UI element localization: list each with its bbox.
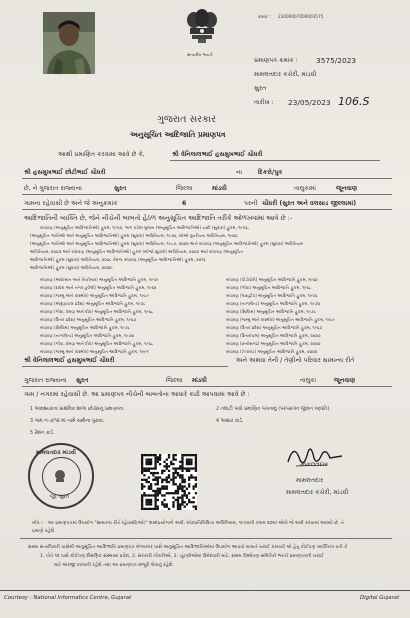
residence-taluka-label: તાલુકા (300, 377, 317, 384)
applicant-photo (43, 12, 95, 74)
relation: દિકરો/પુત્ર (258, 169, 283, 176)
order-right: બંધારણ (ઉત્તરાંચલ) અનુસૂચિત આદિજાતિ હુકમ, ૨૦૦૦ (226, 333, 321, 338)
basis-line: ગામ / નગરમાં રહેવાસી છે. આ પ્રમાણપત્ર નીચેની બાબતોના આધારે કાઢી આપવામાં આવે છે : (24, 391, 250, 398)
issue-date: 23/05/2023 (288, 98, 331, 107)
order-left: બંધારણ (ગોવા, દમણ અને દીવ) અનુસૂચિત આદિજાતિ હુકમ, ૧૯૬૮ (40, 341, 154, 346)
order-right: બંધારણ (લક્ષદ્વીપ) અનુસૂચિત આદિજાતિ હુકમ, ૧૯૫૬ (226, 293, 318, 298)
issuing-place: સુરત (254, 85, 267, 92)
signatory-designation: મામલતદાર (296, 477, 324, 484)
order-line: આદિજાતિઓ) હુકમ (સુધારા) અધિનિયમ, ૨૦૦૮ તેમજ બંધારણ (અનુસૂચિત આદિજાતિઓ) હુકમ, ૨૦૧૬ (30, 257, 206, 262)
order-right: બંધારણ (નાગાલેન્ડ) અનુસૂચિત આદિજાતિ હુકમ, ૧૯૭૦ (226, 301, 321, 306)
note-text-continued: પ્રમાણે રહેશે. (32, 529, 56, 534)
document-item: 5 રેશન કાર્ડ. (30, 431, 55, 436)
handwritten-reference: 106.S (338, 95, 370, 108)
qr-code-icon[interactable] (141, 454, 197, 510)
tribe: ચૌધરી (સુરત અને વલસાડ જીલ્લામાં) (262, 200, 357, 207)
document-item: 1 આવશ્યકતા પ્રાથમિક શાળા છોડ્યાનું પ્રમાણપત્ર. (30, 407, 125, 412)
date-label: તારીખ : (254, 99, 274, 106)
order-left: બંધારણ (અરૂણાચલ પ્રદેશ) અનુસૂચિત આદિજાતિ હુકમ, ૧૯૭૮ (40, 301, 146, 306)
intro-label: આથી પ્રમાણિત કરવામાં આવે છે કે, (58, 151, 145, 158)
national-emblem-icon (180, 8, 224, 52)
schedule-number: 6 (182, 200, 187, 207)
order-line: બંધારણ (અનુસૂચિત આદિજાતિઓ) હુકમ, ૧૯૫૦, ભાગ પડેલા મુજબ (અનુસૂચિત આદિજાતિઓ) યાદી (સુધારા) હુકમ, ૧૯૫૬, (40, 225, 250, 230)
document-item: 4 આધાર કાર્ડ. (216, 419, 244, 424)
relation-label: ના (236, 169, 243, 176)
order-left: બંધારણ (આંદામાન અને નિકોબાર) અનુસૂચિત આદિજાતિ હુકમ, ૧૯૫૯ (40, 277, 159, 282)
order-left: બંધારણ (દાદરા અને નગર હવેલી) અનુસૂચિત આદિજાતિ હુકમ, ૧૯૬૨ (40, 285, 157, 290)
village: જૂનવાણ (336, 185, 358, 192)
seal-top-text: મામલતદાર માંડવી (36, 450, 77, 456)
resident-name: શ્રી વેનિલાલભાઈ હસમુખભાઈ ચૌધરી (24, 357, 115, 364)
residence-state-line: ગુજરાત રાજ્યના (24, 377, 67, 384)
order-line: અધિનિયમ, ૨૦૦૩ અને બંધારણ (અનુસૂચિત આદિજાતિઓ) હુકમ (બીજો સુધારો) અધિનિયમ, ૨૦૦૨ અને બંધારણ (અનુસૂચિત (30, 249, 243, 254)
order-line: (અનુસૂચિત જાતિઓ અને અનુસૂચિત આદિજાતિઓ) હુકમ (સુધારા) અધિનિયમ, ૧૯૭૬, બોમ્બે પુનર્રચના અધિનિયમ, ૧૯૬૦, (30, 233, 239, 238)
official-seal-icon (28, 443, 94, 509)
note-label: નોંધ :- (32, 521, 44, 526)
footer-bar (0, 590, 410, 609)
order-left: બંધારણ (ગોવા, દમણ અને દીવ) અનુસૂચિત આદિજાતિ હુકમ, ૧૯૬૮ (40, 309, 154, 314)
schedule-line: ગામના રહેવાસી છે અને જે અનુક્રમાંક (24, 200, 118, 207)
emblem-motto: સત્યમેવ જયતે (187, 52, 213, 57)
validation-line: સક્ષમ સત્તાધિકારી પાસેથી અનુસૂચિત આદિજાતિ પ્રમાણપત્ર મેળવનાર પાસે અનુસૂચિત આદિજાતિઓમાં ઉપયોગ આપવો બાબતે ખરાઈ કરાવવી એ હેતુ કોઈપણ વ્યક્તિના વતી કે (28, 545, 348, 550)
serial-label: ક્રમાંક : (258, 14, 271, 19)
residence-village: જૂનવાણ (334, 377, 356, 384)
serial-number: 23000007000003575 (278, 14, 324, 19)
recognized-line: આદિજાતિની વ્યક્તિ છે, જેને નીચેની બાબતો હેઠળ અનુસૂચિત આદિજાતિ તરીકે ઓળખવામાં આવે છે :- (24, 214, 293, 222)
note-text: આ પ્રમાણપત્રમાં ઉપયોગ "સામાન્ય રીતે રહેવાસી(ઓ)" શબ્દપ્રયોગનો અર્થ, લોકપ્રતિનિધિત્વ અધિનિયમ, ૧૯૫૦ની કલમ ૨૦માં એનો જે અર્થ કરવામાં આવ્યો છે, તે (48, 521, 344, 526)
order-left: બંધારણ (સિક્કિમ) અનુસૂચિત આદિજાતિ હુકમ, ૧૯૭૮ (40, 325, 131, 330)
validation-line: 1. પોતે ૧૨ પાસે કોઈપણ શૈક્ષણિક સંસ્થામાં પ્રવેશ, 2. સરકારી નોકરીઓ, 3. ચૂંટણીઓમાં ઉમેદવારી માટે, સક્ષમ વિશ્લેષણ સમિતિને ભરતી પ્રમાણપત્રની ખરાઈ (40, 554, 324, 559)
order-line: આદિજાતિઓ) હુકમ (સુધારા) અધિનિયમ, ૨૦૦૪. (30, 265, 114, 270)
residence-district-label: જિલ્લા (166, 377, 183, 384)
document-item: 3 ગામ નં-૭/૧૨ માં નામે સાથેના પુરાવા. (30, 419, 105, 424)
district-city: સુરત (114, 185, 127, 192)
holder-name: શ્રી હસમુખભાઈ છોટીભાઈ ચૌધરી (24, 169, 106, 176)
order-right: બંધારણ (ઉત્તર પ્રદેશ) અનુસૂચિત આદિજાતિ હુકમ, ૧૯૬૭ (226, 325, 323, 330)
validation-line: માટે અરજી કરવાની રહેશે તથા આ પ્રમાણપત્ર મંજૂરી લેવાનું રહેશે. (54, 563, 174, 568)
family-label: અને અથવા તેની / તેણીનો પરિવાર સામાન્ય રીતે (236, 357, 355, 364)
signatory-office: મામલતદાર કચેરી, માંડવી (286, 489, 349, 496)
signature-handwritten: મામલતદાર (300, 461, 328, 468)
government-title: ગુજરાત સરકાર (157, 114, 217, 125)
order-right: બંધારણ (પોંડીચેરી) અનુસૂચિત આદિજાતિ હુકમ, ૧૯૬૪ (226, 277, 318, 282)
footer-brand: Digital Gujarat (360, 595, 400, 601)
order-right: બંધારણ (સિક્કિમ) અનુસૂચિત આદિજાતિ હુકમ, ૧૯૭૮ (226, 309, 317, 314)
tribe-label: પરની (244, 200, 258, 207)
order-line: (અનુસૂચિત જાતિઓ અને અનુસૂચિત આદિજાતિઓ) હુકમ (સુધારા) અધિનિયમ, ૧૯૮૭, ૨૦૦૨ અને બંધારણ (અનુસૂચિત આદિજાતિઓ) હુકમ (સુધારા) અધિનિયમ (30, 241, 304, 246)
cert-no: 3575/2023 (316, 56, 357, 65)
order-left: બંધારણ (જમ્મુ અને કાશ્મીર) અનુસૂચિત આદિજાતિ હુકમ, ૧૯૮૯ (40, 293, 149, 298)
order-right: બંધારણ (ઝારખંડ) અનુસૂચિત આદિજાતિ હુકમ, ૨૦૦૦ (226, 349, 318, 354)
intro-name: શ્રી વેનિલાલભાઈ હસમુખભાઈ ચૌધરી (172, 151, 263, 158)
residence-district-city: સુરત (76, 377, 89, 384)
order-right: બંધારણ (જમ્મુ અને કાશ્મીર) અનુસૂચિત આદિજાતિ હુકમ, ૧૯૮૯ (226, 317, 335, 322)
district: માંડવી (212, 185, 227, 192)
issuing-office: મામલતદાર કચેરી, માંડવી (254, 71, 317, 78)
footer-courtesy: Courtesy : National Informatics Centre, Gujarat (4, 595, 132, 601)
order-left: બંધારણ (નાગાલેન્ડ) અનુસૂચિત આદિજાતિ હુકમ, ૧૯૭૦ (40, 333, 135, 338)
order-right: બંધારણ (છત્તીસગઢ) અનુસૂચિત આદિજાતિ હુકમ, ૨૦૦૦ (226, 341, 321, 346)
certificate-title: અનુસૂચિત આદિજાતિ પ્રમાણપત્ર (130, 130, 226, 139)
seal-bottom-text: જી. સુરત (50, 494, 70, 500)
cert-no-label: પ્રમાણપત્ર ક્રમાંક : (254, 57, 298, 64)
taluka-label: તાલુકામાં (294, 185, 317, 192)
residence-district: માંડવી (192, 377, 207, 384)
order-right: બંધારણ (ગોવા) અનુસૂચિત આદિજાતિ હુકમ, ૧૯૬૮ (226, 285, 312, 290)
order-left: બંધારણ (ઉત્તર પ્રદેશ) અનુસૂચિત આદિજાતિ હુકમ, ૧૯૬૭ (40, 317, 137, 322)
state-line: છે, ને ગુજરાત રાજ્યના (24, 185, 82, 192)
document-item: 2 તલાટી પાસે પ્રમાણિત પંચનામુ (પરંપરાગત જીવન પદ્ધતિ). (216, 407, 331, 412)
district-label: જિલ્લા (176, 185, 193, 192)
order-left: બંધારણ (જમ્મુ અને કાશ્મીર) અનુસૂચિત આદિજાતિ હુકમ, ૧૯૯૧ (40, 349, 149, 354)
